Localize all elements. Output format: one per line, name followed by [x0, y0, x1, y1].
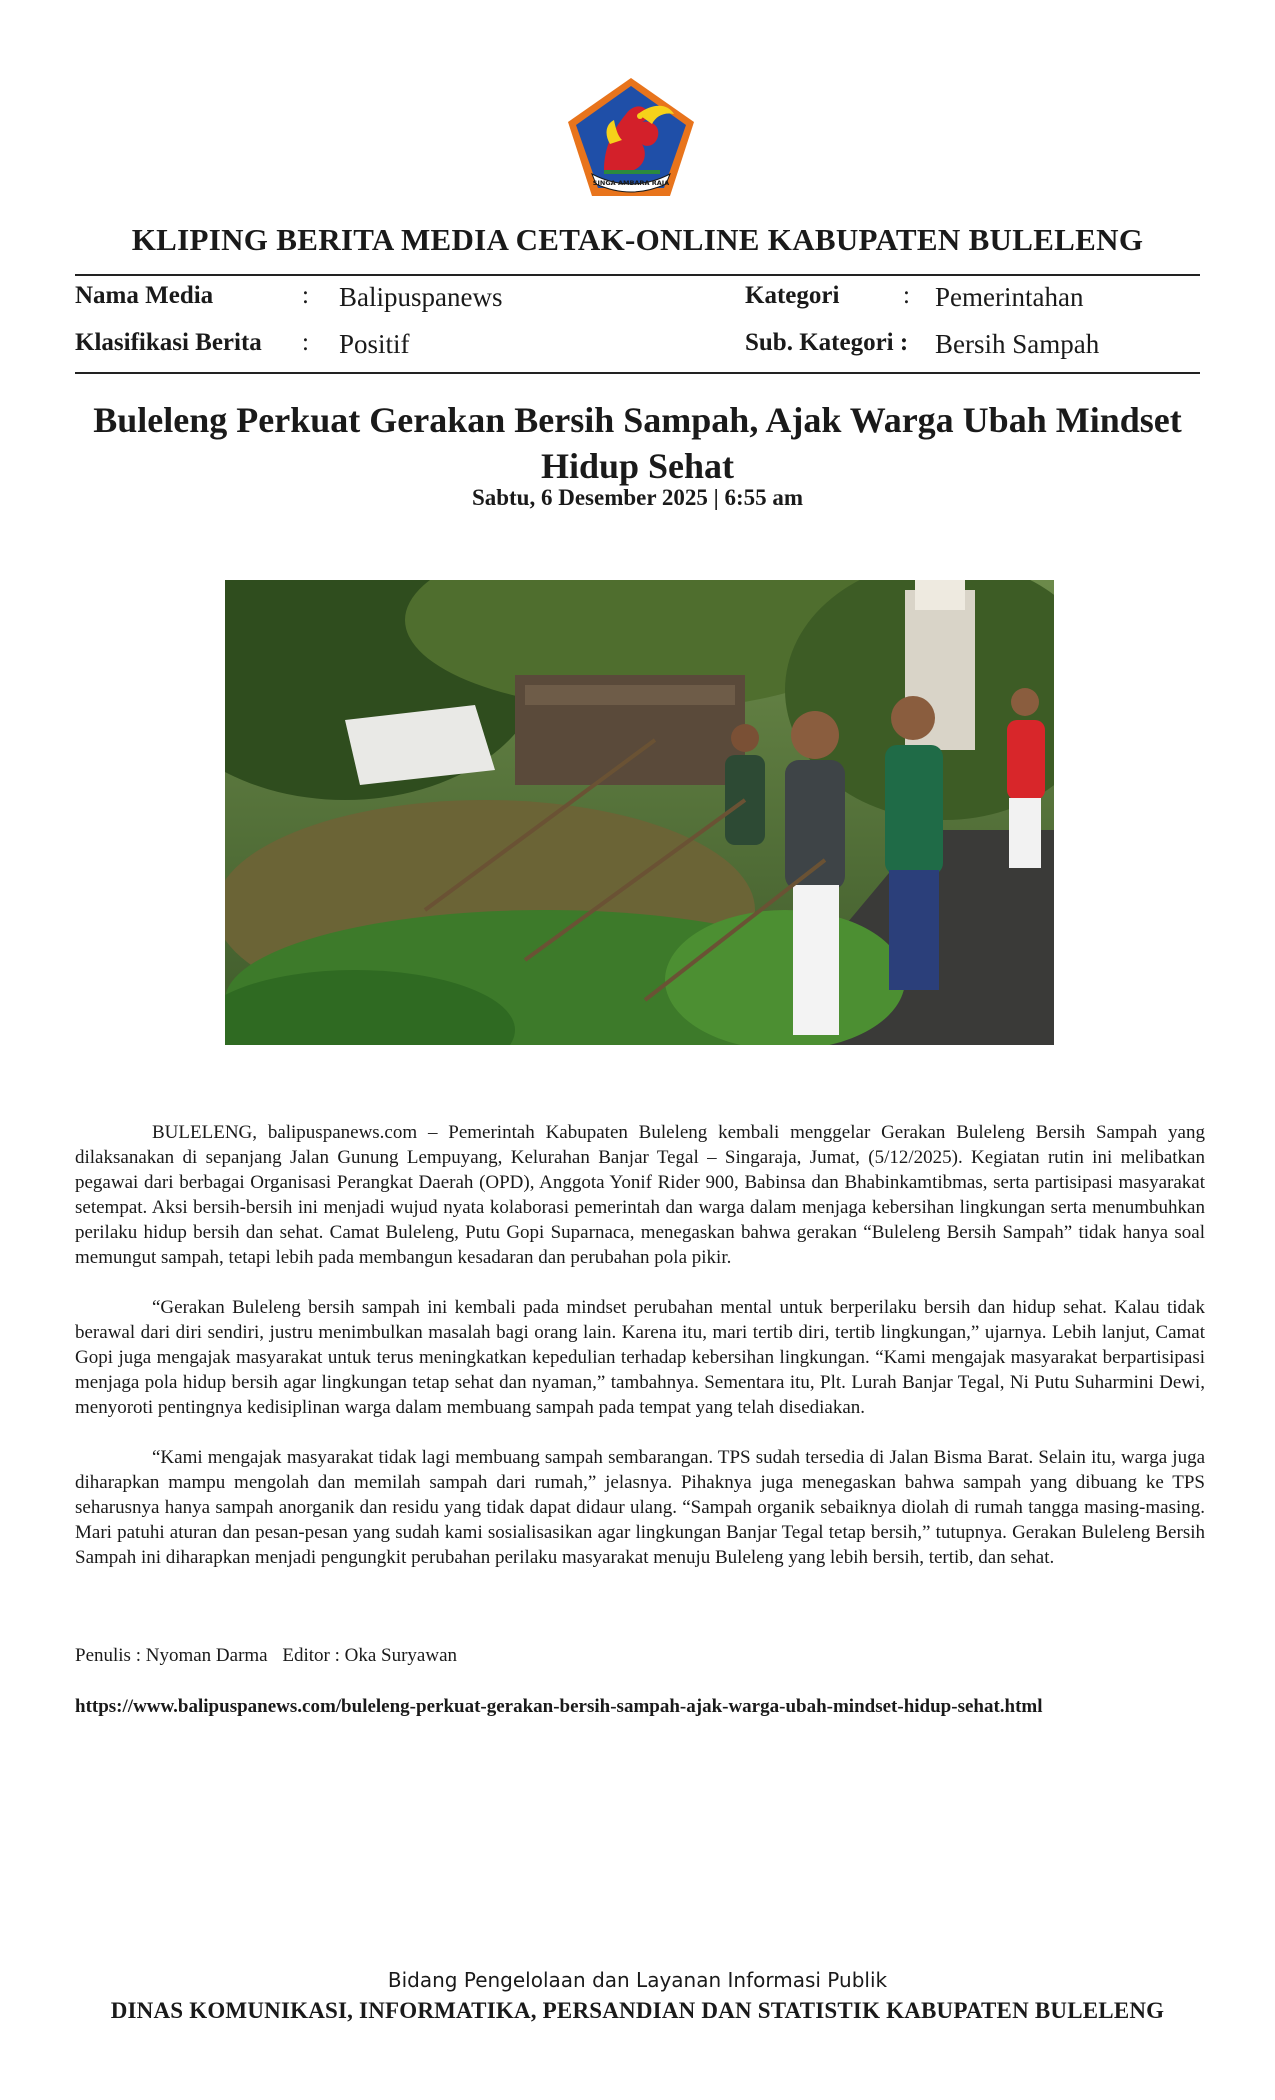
kategori-colon: :	[903, 282, 910, 309]
media-label: Nama Media	[75, 282, 214, 309]
media-colon: :	[302, 282, 309, 309]
subkategori-value: Bersih Sampah	[935, 329, 1100, 359]
kategori-value: Pemerintahan	[935, 282, 1084, 312]
footer-agency: DINAS KOMUNIKASI, INFORMATIKA, PERSANDIAN DAN STATISTIK KABUPATEN BULELENG	[110, 1998, 1165, 2023]
article-paragraph-3: “Kami mengajak masyarakat tidak lagi membuang sampah sembarangan. TPS sudah tersedia di Jalan Bisma Barat. Selain itu, warga juga diharapkan mampu mengolah dan memilah sampah dari rumah,” jelasnya. Pihaknya juga menegaskan bahwa sampah yang dibuang ke TPS seharusnya hanya sampah anorganik dan residu yang tidak dapat didaur ulang. “Sampah organik sebaiknya diolah di rumah tangga masing-masing. Mari patuhi aturan dan pesan-pesan yang sudah kami sosialisasikan agar lingkungan Banjar Tegal tetap bersih,” tutupnya. Gerakan Buleleng Bersih Sampah ini diharapkan menjadi pengungkit perubahan perilaku masyarakat menuju Buleleng yang lebih bersih, tertib, dan sehat.	[75, 1447, 1205, 1568]
article-paragraph-1: BULELENG, balipuspanews.com – Pemerintah Kabupaten Buleleng kembali menggelar Gerakan Buleleng Bersih Sampah yang dilaksanakan di sepanjang Jalan Gunung Lempuyang, Kelurahan Banjar Tegal – Singaraja, Jumat, (5/12/2025). Kegiatan rutin ini melibatkan pegawai dari berbagai Organisasi Perangkat Daerah (OPD), Anggota Yonif Rider 900, Babinsa dan Bhabinkamtibmas, serta partisipasi masyarakat setempat. Aksi bersih-bersih ini menjadi wujud nyata kolaborasi pemerintah dan warga dalam menjaga kebersihan lingkungan serta menumbuhkan perilaku hidup bersih dan sehat. Camat Buleleng, Putu Gopi Suparnaca, menegaskan bahwa gerakan “Buleleng Bersih Sampah” tidak hanya soal memungut sampah, tetapi lebih pada membangun kesadaran dan perubahan pola pikir.	[75, 1122, 1205, 1268]
article-paragraph-2: “Gerakan Buleleng bersih sampah ini kembali pada mindset perubahan mental untuk berperilaku bersih dan hidup sehat. Kalau tidak berawal dari diri sendiri, justru menimbulkan masalah bagi orang lain. Karena itu, mari tertib diri, tertib lingkungan,” ujarnya. Lebih lanjut, Camat Gopi juga mengajak masyarakat untuk terus meningkatkan kepedulian terhadap kebersihan lingkungan. “Kami mengajak masyarakat berpartisipasi menjaga pola hidup bersih agar lingkungan tetap sehat dan nyaman,” tambahnya. Sementara itu, Plt. Lurah Banjar Tegal, Ni Putu Suharmini Dewi, menyoroti pentingnya kedisiplinan warga dalam membuang sampah pada tempat yang telah disediakan.	[75, 1297, 1205, 1418]
header-divider-bottom	[75, 372, 1200, 374]
klasifikasi-label: Klasifikasi Berita	[75, 329, 262, 356]
editor-credit: Editor : Oka Suryawan	[282, 1645, 458, 1666]
writer-credit: Penulis : Nyoman Darma	[75, 1645, 268, 1666]
article-credits	[75, 1645, 467, 1667]
media-value: Balipuspanews	[339, 282, 503, 312]
klasifikasi-value: Positif	[339, 329, 410, 359]
article-body	[75, 1120, 1205, 1595]
kategori-label: Kategori	[745, 282, 840, 309]
article-title: Buleleng Perkuat Gerakan Bersih Sampah, Ajak Warga Ubah Mindset Hidup Sehat	[93, 400, 1182, 486]
article-date: Sabtu, 6 Desember 2025 | 6:55 am	[471, 485, 804, 510]
source-url-link[interactable]: https://www.balipuspanews.com/buleleng-perkuat-gerakan-bersih-sampah-ajak-warga-ubah-mindset-hidup-sehat.html	[75, 1696, 1043, 1717]
svg-text:SINGA AMBARA RAJA: SINGA AMBARA RAJA	[592, 179, 670, 187]
footer-department: Bidang Pengelolaan dan Layanan Informasi Publik	[387, 1968, 888, 1992]
news-photo	[225, 580, 1054, 1045]
document-header-title: KLIPING BERITA MEDIA CETAK-ONLINE KABUPATEN BULELENG	[131, 222, 1144, 257]
subkategori-label: Sub. Kategori :	[745, 329, 909, 356]
klasifikasi-colon: :	[302, 329, 309, 356]
header-divider-top	[75, 274, 1200, 276]
buleleng-regency-crest-icon	[564, 74, 698, 200]
